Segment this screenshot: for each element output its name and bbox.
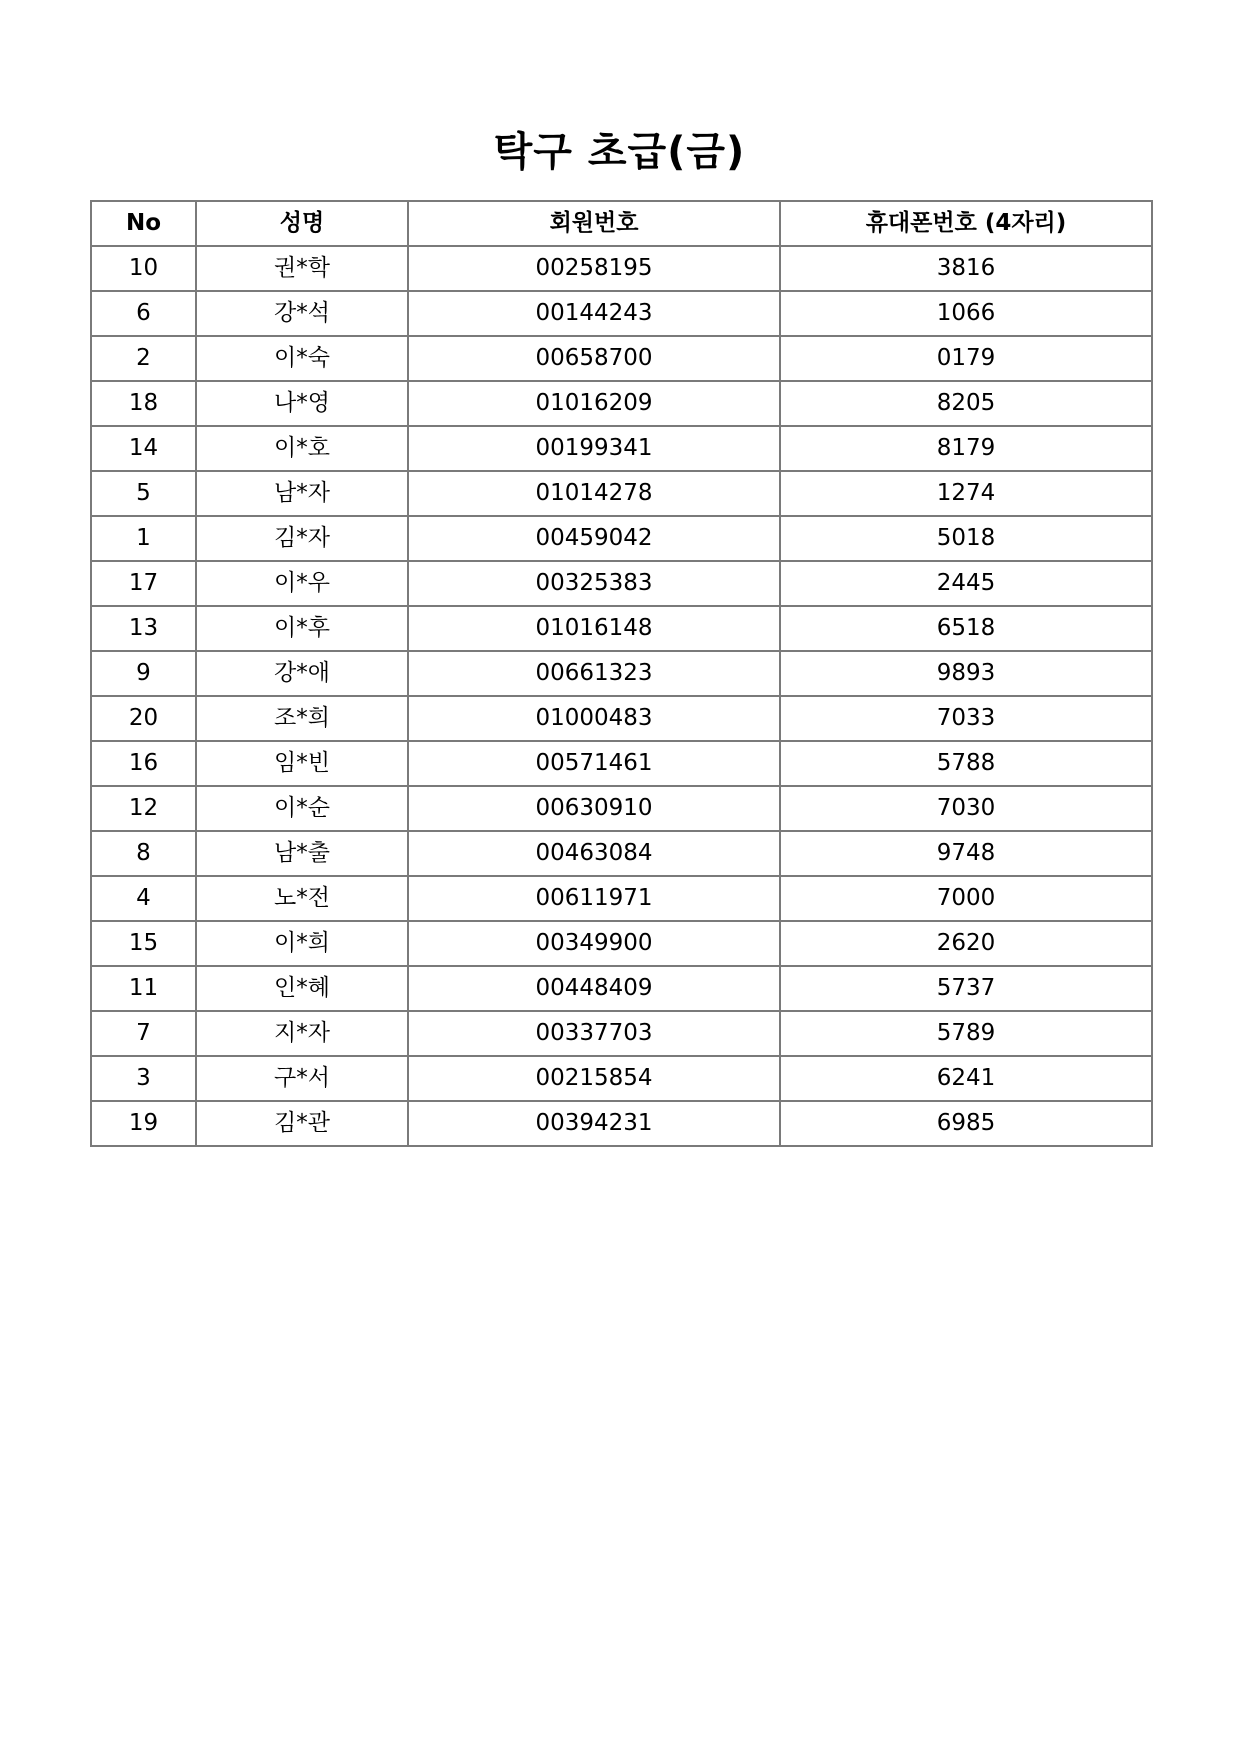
cell-phone-last4: 2445 xyxy=(780,561,1152,606)
cell-phone-last4: 5789 xyxy=(780,1011,1152,1056)
cell-phone-last4: 5737 xyxy=(780,966,1152,1011)
cell-member-number: 00661323 xyxy=(408,651,780,696)
cell-phone-last4: 1066 xyxy=(780,291,1152,336)
table-row xyxy=(91,831,1152,876)
cell-phone-last4: 9893 xyxy=(780,651,1152,696)
cell-name: 나*영 xyxy=(196,381,408,426)
header-row xyxy=(91,201,1152,246)
table-row xyxy=(91,516,1152,561)
table-row xyxy=(91,786,1152,831)
cell-member-number: 00630910 xyxy=(408,786,780,831)
table-body xyxy=(91,246,1152,1146)
cell-name: 강*석 xyxy=(196,291,408,336)
table-row xyxy=(91,876,1152,921)
table-row xyxy=(91,426,1152,471)
cell-name: 남*출 xyxy=(196,831,408,876)
cell-name: 김*관 xyxy=(196,1101,408,1146)
table-row xyxy=(91,1101,1152,1146)
cell-member-number: 00658700 xyxy=(408,336,780,381)
header-member-number: 회원번호 xyxy=(408,201,780,246)
cell-member-number: 00144243 xyxy=(408,291,780,336)
cell-phone-last4: 9748 xyxy=(780,831,1152,876)
cell-phone-last4: 6985 xyxy=(780,1101,1152,1146)
cell-member-number: 00199341 xyxy=(408,426,780,471)
cell-phone-last4: 1274 xyxy=(780,471,1152,516)
table-row xyxy=(91,336,1152,381)
table-row xyxy=(91,696,1152,741)
cell-member-number: 00611971 xyxy=(408,876,780,921)
cell-no: 5 xyxy=(91,471,196,516)
cell-name: 권*학 xyxy=(196,246,408,291)
cell-no: 6 xyxy=(91,291,196,336)
cell-no: 10 xyxy=(91,246,196,291)
table-row xyxy=(91,741,1152,786)
table-row xyxy=(91,471,1152,516)
cell-member-number: 01000483 xyxy=(408,696,780,741)
cell-name: 구*서 xyxy=(196,1056,408,1101)
cell-name: 지*자 xyxy=(196,1011,408,1056)
cell-name: 노*전 xyxy=(196,876,408,921)
table-row xyxy=(91,606,1152,651)
cell-phone-last4: 7030 xyxy=(780,786,1152,831)
cell-member-number: 00215854 xyxy=(408,1056,780,1101)
cell-no: 20 xyxy=(91,696,196,741)
cell-no: 8 xyxy=(91,831,196,876)
cell-phone-last4: 6241 xyxy=(780,1056,1152,1101)
table-row xyxy=(91,1056,1152,1101)
table-row xyxy=(91,921,1152,966)
header-no: No xyxy=(91,201,196,246)
cell-member-number: 00349900 xyxy=(408,921,780,966)
cell-name: 이*우 xyxy=(196,561,408,606)
cell-name: 이*숙 xyxy=(196,336,408,381)
table-row xyxy=(91,291,1152,336)
cell-no: 3 xyxy=(91,1056,196,1101)
cell-name: 임*빈 xyxy=(196,741,408,786)
cell-name: 김*자 xyxy=(196,516,408,561)
cell-no: 15 xyxy=(91,921,196,966)
cell-name: 강*애 xyxy=(196,651,408,696)
cell-no: 18 xyxy=(91,381,196,426)
cell-no: 13 xyxy=(91,606,196,651)
header-phone-last4: 휴대폰번호 (4자리) xyxy=(780,201,1152,246)
cell-member-number: 00394231 xyxy=(408,1101,780,1146)
cell-name: 남*자 xyxy=(196,471,408,516)
cell-no: 2 xyxy=(91,336,196,381)
table-row xyxy=(91,246,1152,291)
cell-phone-last4: 7033 xyxy=(780,696,1152,741)
member-table xyxy=(90,200,1153,1147)
cell-member-number: 00459042 xyxy=(408,516,780,561)
header-name: 성명 xyxy=(196,201,408,246)
cell-phone-last4: 0179 xyxy=(780,336,1152,381)
cell-no: 14 xyxy=(91,426,196,471)
cell-no: 11 xyxy=(91,966,196,1011)
cell-member-number: 01016209 xyxy=(408,381,780,426)
cell-member-number: 01016148 xyxy=(408,606,780,651)
cell-member-number: 01014278 xyxy=(408,471,780,516)
cell-no: 7 xyxy=(91,1011,196,1056)
cell-no: 16 xyxy=(91,741,196,786)
cell-member-number: 00258195 xyxy=(408,246,780,291)
cell-phone-last4: 8179 xyxy=(780,426,1152,471)
table-row xyxy=(91,1011,1152,1056)
cell-name: 조*희 xyxy=(196,696,408,741)
cell-name: 이*순 xyxy=(196,786,408,831)
cell-member-number: 00337703 xyxy=(408,1011,780,1056)
cell-member-number: 00325383 xyxy=(408,561,780,606)
cell-phone-last4: 7000 xyxy=(780,876,1152,921)
cell-no: 9 xyxy=(91,651,196,696)
table-header xyxy=(91,201,1152,246)
cell-no: 17 xyxy=(91,561,196,606)
cell-phone-last4: 8205 xyxy=(780,381,1152,426)
cell-phone-last4: 5018 xyxy=(780,516,1152,561)
cell-member-number: 00463084 xyxy=(408,831,780,876)
cell-phone-last4: 3816 xyxy=(780,246,1152,291)
cell-no: 19 xyxy=(91,1101,196,1146)
cell-member-number: 00571461 xyxy=(408,741,780,786)
cell-name: 인*혜 xyxy=(196,966,408,1011)
cell-name: 이*호 xyxy=(196,426,408,471)
cell-phone-last4: 5788 xyxy=(780,741,1152,786)
cell-no: 12 xyxy=(91,786,196,831)
cell-no: 4 xyxy=(91,876,196,921)
cell-name: 이*후 xyxy=(196,606,408,651)
cell-no: 1 xyxy=(91,516,196,561)
table-row xyxy=(91,651,1152,696)
table-row xyxy=(91,561,1152,606)
cell-member-number: 00448409 xyxy=(408,966,780,1011)
page-title: 탁구 초급(금) xyxy=(493,129,746,175)
table-row xyxy=(91,381,1152,426)
cell-name: 이*희 xyxy=(196,921,408,966)
table-row xyxy=(91,966,1152,1011)
cell-phone-last4: 6518 xyxy=(780,606,1152,651)
cell-phone-last4: 2620 xyxy=(780,921,1152,966)
